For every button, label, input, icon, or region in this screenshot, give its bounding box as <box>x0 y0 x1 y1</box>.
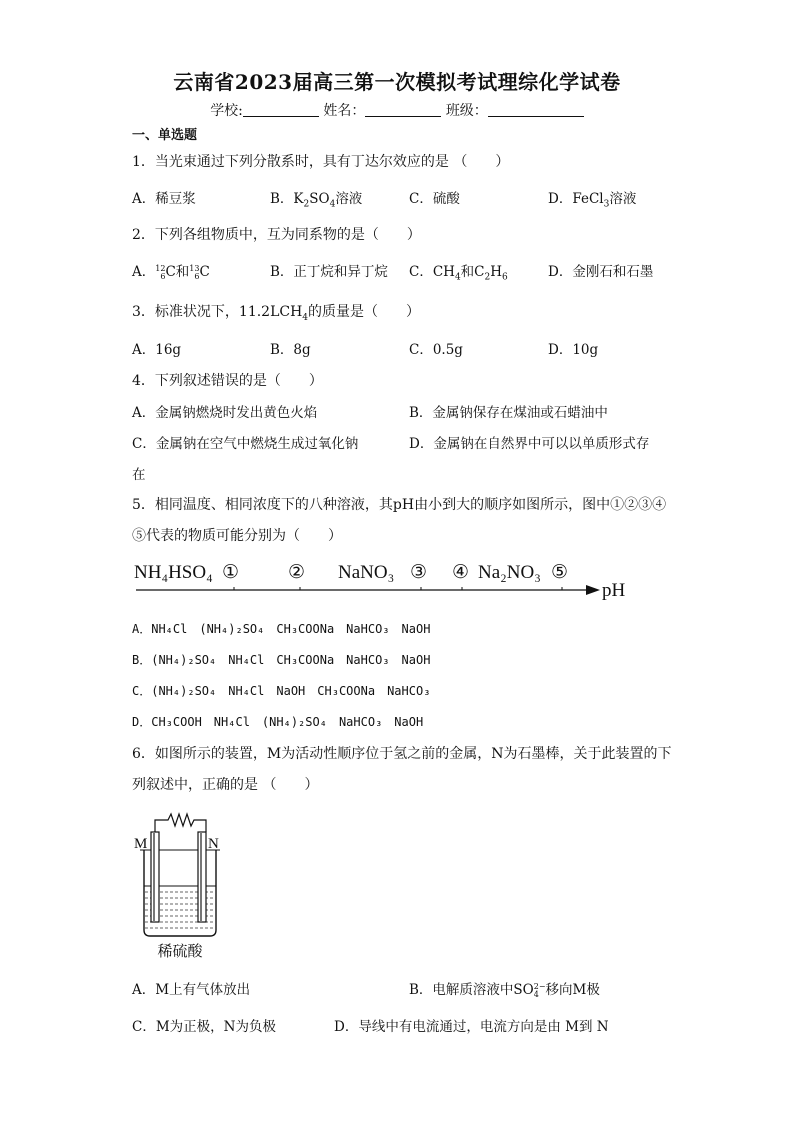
ph-label-nh4hso4: NH₄HSO₄ <box>134 562 213 583</box>
ph-label-nano3: NaNO₃ <box>338 562 395 583</box>
q2-option-a[interactable]: A．12 6C和13 6C <box>132 263 210 281</box>
ph-label-2: ② <box>288 562 306 583</box>
q2-option-b[interactable]: B．正丁烷和异丁烷 <box>270 264 388 280</box>
q3-option-c[interactable]: C．0.5g <box>409 342 463 358</box>
resistor-wire-icon <box>155 814 206 832</box>
q3-option-d[interactable]: D．10g <box>548 342 599 358</box>
q4-option-d-continued: 在 <box>132 467 146 483</box>
student-info-line <box>0 100 794 120</box>
q2-option-d[interactable]: D．金刚石和石墨 <box>548 264 654 280</box>
class-blank[interactable] <box>488 102 584 117</box>
section-heading: 一、单选题 <box>132 128 198 143</box>
ph-label-4: ④ <box>452 562 470 583</box>
q5-option-a[interactable]: A．NH₄Cl (NH₄)₂SO₄ CH₃COONa NaHCO₃ NaOH <box>132 622 431 636</box>
q4-option-b[interactable]: B．金属钠保存在煤油或石蜡油中 <box>409 405 608 421</box>
electrolysis-apparatus-figure <box>130 802 226 962</box>
name-blank[interactable] <box>365 102 441 117</box>
q4-option-a[interactable]: A．金属钠燃烧时发出黄色火焰 <box>132 405 318 421</box>
q6-option-c[interactable]: C．M为正极，N为负极 <box>132 1019 276 1035</box>
figure-caption: 稀硫酸 <box>157 942 203 960</box>
q2-option-c[interactable]: C．$CH_4$和$C_2H_6$ <box>409 264 508 283</box>
ph-axis-label: pH <box>602 580 626 601</box>
q2-stem: 2．下列各组物质中，互为同系物的是（ ） <box>132 227 421 243</box>
ph-axis-arrowhead <box>586 585 600 595</box>
q5-stem-line1: 5．相同温度、相同浓度下的八种溶液，其pH由小到大的顺序如图所示，图中①②③④ <box>132 497 667 513</box>
q1-option-b[interactable]: B．$K_2SO_4$溶液 <box>270 191 363 210</box>
q6-option-a[interactable]: A．M上有气体放出 <box>132 982 251 998</box>
q5-option-c[interactable]: C．(NH₄)₂SO₄ NH₄Cl NaOH CH₃COONa NaHCO₃ <box>132 684 431 698</box>
electrode-n-label: N <box>208 836 219 852</box>
ph-label-na2no3: Na₂NO₃ <box>478 562 541 583</box>
class-label: 班级： <box>445 103 488 119</box>
q4-option-c[interactable]: C．金属钠在空气中燃烧生成过氧化钠 <box>132 436 359 452</box>
q3-option-a[interactable]: A．16g <box>132 342 182 358</box>
electrode-m-label: M <box>134 836 148 852</box>
q5-stem-line2: ⑤代表的物质可能分别为（ ） <box>132 528 342 544</box>
page-title: 云南省2023届高三第一次模拟考试理综化学试卷 <box>173 70 621 94</box>
q6-stem-line1: 6．如图所示的装置，M为活动性顺序位于氢之前的金属，N为石墨棒，关于此装置的下 <box>132 746 672 762</box>
q1-option-c[interactable]: C．硫酸 <box>409 191 460 207</box>
q1-option-d[interactable]: D．FeCl$_3$溶液 <box>548 191 637 210</box>
q5-option-b[interactable]: B．(NH₄)₂SO₄ NH₄Cl CH₃COONa NaHCO₃ NaOH <box>132 653 431 667</box>
q4-stem: 4．下列叙述错误的是（ ） <box>132 373 323 389</box>
q5-option-d[interactable]: D．CH₃COOH NH₄Cl (NH₄)₂SO₄ NaHCO₃ NaOH <box>132 715 424 729</box>
ph-label-1: ① <box>222 562 240 583</box>
q6-option-d[interactable]: D．导线中有电流通过，电流方向是由 M到 N <box>334 1019 609 1035</box>
q1-stem: 1．当光束通过下列分散系时，具有丁达尔效应的是 （ ） <box>132 154 510 170</box>
q3-option-b[interactable]: B．8g <box>270 342 311 358</box>
name-label: 姓名： <box>323 103 366 119</box>
q1-option-a[interactable]: A．稀豆浆 <box>132 191 196 207</box>
ph-label-3: ③ <box>410 562 428 583</box>
school-label: 学校: <box>210 103 243 119</box>
q6-stem-line2: 列叙述中，正确的是 （ ） <box>132 777 319 793</box>
ph-order-diagram <box>128 552 648 604</box>
ph-label-5: ⑤ <box>551 562 569 583</box>
q3-stem: 3．标准状况下，$11.2LCH_4$的质量是（ ） <box>132 304 421 323</box>
q4-option-d[interactable]: D．金属钠在自然界中可以以单质形式存 <box>409 436 650 452</box>
q6-option-b[interactable]: B．电解质溶液中SO2− 4 移向M极 <box>409 981 600 999</box>
school-blank[interactable] <box>243 102 319 117</box>
